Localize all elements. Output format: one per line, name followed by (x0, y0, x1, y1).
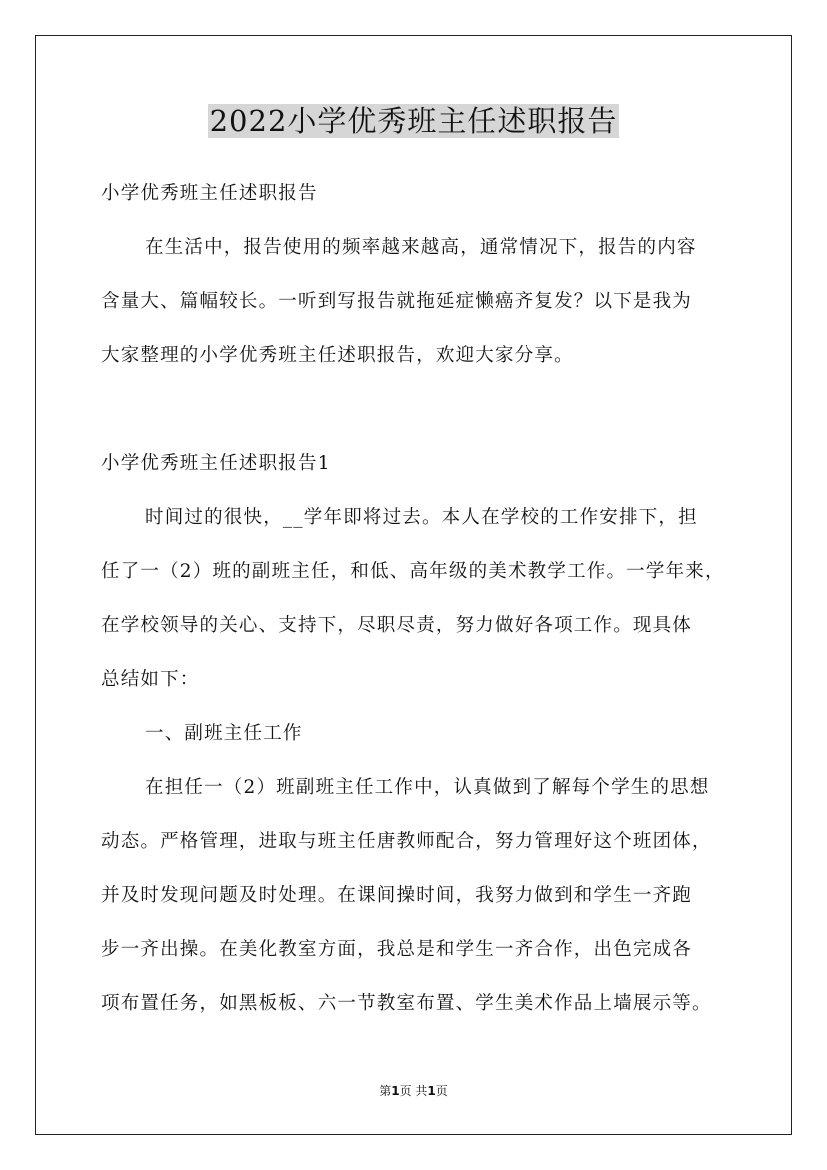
subheading: 一、副班主任工作 (145, 723, 303, 744)
section-heading: 小学优秀班主任述职报告1 (101, 453, 331, 474)
intro-line-1: 在生活中，报告使用的频率越来越高，通常情况下，报告的内容 (145, 237, 697, 258)
para1-line-1: 时间过的很快，__学年即将过去。本人在学校的工作安排下，担 (145, 507, 698, 528)
para1-line-4: 总结如下： (101, 669, 200, 690)
footer-page-mid: 页 共 (399, 1084, 428, 1098)
para1-line-3: 在学校领导的关心、支持下，尽职尽责，努力做好各项工作。现具体 (101, 615, 693, 636)
para2-line-3: 并及时发现问题及时处理。在课间操时间，我努力做到和学生一齐跑 (101, 885, 693, 906)
para2-line-4: 步一齐出操。在美化教室方面，我总是和学生一齐合作，出色完成各 (101, 939, 693, 960)
document-subtitle: 小学优秀班主任述职报告 (101, 183, 318, 204)
intro-line-3: 大家整理的小学优秀班主任述职报告，欢迎大家分享。 (101, 345, 574, 366)
intro-line-2: 含量大、篇幅较长。一听到写报告就拖延症懒癌齐复发？以下是我为 (101, 291, 693, 312)
document-title-text: 2022小学优秀班主任述职报告 (209, 104, 618, 138)
document-title (0, 101, 827, 141)
footer-page-prefix: 第 (379, 1084, 392, 1098)
para2-line-5: 项布置任务，如黑板板、六一节教室布置、学生美术作品上墙展示等。 (101, 993, 712, 1014)
footer-page-number: 1 (391, 1084, 400, 1098)
para1-line-2: 任了一（2）班的副班主任，和低、高年级的美术教学工作。一学年来， (101, 561, 725, 582)
footer-total-pages: 1 (427, 1084, 436, 1098)
para2-line-1: 在担任一（2）班副班主任工作中，认真做到了解每个学生的思想 (145, 777, 710, 798)
footer-page-suffix: 页 (435, 1084, 448, 1098)
page-footer (0, 1082, 827, 1100)
para2-line-2: 动态。严格管理，进取与班主任唐教师配合，努力管理好这个班团体， (101, 831, 712, 852)
